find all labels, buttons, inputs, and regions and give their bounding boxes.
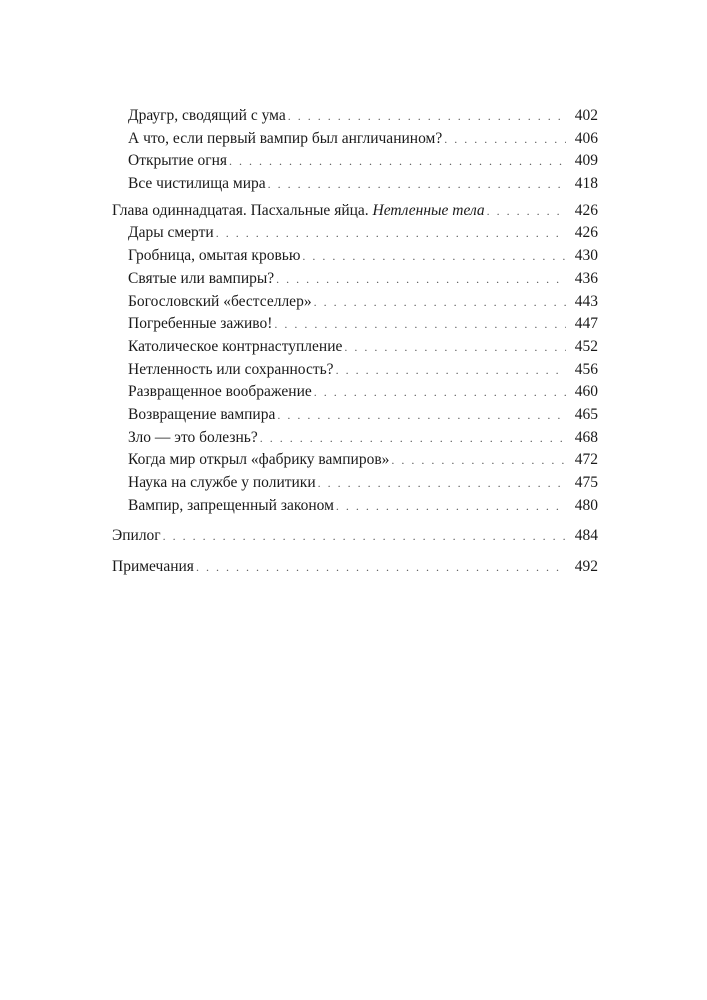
toc-epilogue-entry[interactable] (112, 525, 598, 548)
toc-entry-page: 480 (574, 496, 598, 514)
toc-entry[interactable] (112, 472, 598, 495)
toc-entry-title: Зло — это болезнь? (128, 428, 258, 446)
toc-entry-page: 418 (574, 175, 598, 193)
toc-entry[interactable] (112, 427, 598, 450)
toc-entry-title: Нетленность или сохранность? (128, 360, 334, 378)
chapter-title-italic: Нетленные тела (372, 201, 485, 219)
toc-entry-title: Погребенные заживо! (128, 315, 273, 333)
leader-dots (444, 128, 566, 151)
toc-entry-title: Католическое контрнаступление (128, 337, 343, 355)
table-of-contents (112, 105, 598, 579)
leader-dots (336, 495, 566, 518)
toc-entry-title: Развращенное воображение (128, 383, 312, 401)
toc-entry-title: Богословский «бестселлер» (128, 292, 312, 310)
toc-notes-entry[interactable] (112, 556, 598, 579)
toc-entry[interactable] (112, 105, 598, 128)
toc-entry-title: Открытие огня (128, 152, 228, 170)
leader-dots (260, 427, 566, 450)
leader-dots (344, 336, 566, 359)
toc-entry-page: 443 (574, 292, 598, 310)
leader-dots (302, 245, 566, 268)
toc-entry[interactable] (112, 173, 598, 196)
leader-dots (314, 381, 566, 404)
toc-entry-page: 475 (574, 474, 598, 491)
toc-entry-page: 436 (574, 269, 598, 287)
leader-dots (276, 268, 566, 291)
toc-entry-page: 472 (574, 451, 598, 469)
toc-entry-page: 426 (574, 224, 598, 242)
toc-entry-title: Эпилог (112, 527, 161, 545)
toc-chapter-entry[interactable] (112, 200, 598, 223)
toc-entry-title: Все чистилища мира (128, 175, 266, 193)
toc-entry[interactable] (112, 268, 598, 291)
toc-chapter-title (112, 200, 485, 223)
toc-entry-page: 468 (574, 428, 598, 446)
leader-dots (277, 404, 566, 427)
toc-entry-title: Примечания (112, 558, 194, 576)
toc-entry[interactable] (112, 128, 598, 151)
toc-entry-title: Дары смерти (128, 224, 214, 242)
toc-entry-page: 465 (574, 405, 598, 423)
toc-entry[interactable] (112, 150, 598, 173)
toc-entry-title: Гробница, омытая кровью (128, 247, 301, 265)
toc-entry[interactable] (112, 245, 598, 268)
toc-entry-title: Наука на службе у политики (128, 474, 316, 491)
leader-dots (487, 200, 566, 223)
toc-entry[interactable] (112, 313, 598, 336)
toc-entry-page: 447 (574, 315, 598, 333)
toc-entry[interactable] (112, 359, 598, 382)
toc-entry-page: 492 (574, 558, 598, 576)
toc-entry[interactable] (112, 495, 598, 518)
toc-entry[interactable] (112, 404, 598, 427)
toc-entry-page: 426 (574, 201, 598, 219)
leader-dots (336, 359, 566, 382)
leader-dots (229, 150, 566, 173)
toc-entry-title: Святые или вампиры? (128, 269, 275, 287)
leader-dots (274, 313, 566, 336)
leader-dots (163, 525, 566, 548)
toc-entry-title: Вампир, запрещенный законом (128, 496, 334, 514)
toc-entry[interactable] (112, 291, 598, 314)
chapter-title-regular: Глава одиннадцатая. Пасхальные яйца. (112, 201, 373, 219)
toc-entry-page: 409 (574, 152, 598, 170)
leader-dots (318, 472, 566, 495)
toc-entry-title: Возвращение вампира (128, 405, 276, 423)
toc-entry-page: 430 (574, 247, 598, 265)
toc-entry-title: А что, если первый вампир был англичанином? (128, 129, 443, 147)
toc-entry-title: Драугр, сводящий с ума (128, 107, 286, 124)
leader-dots (196, 556, 566, 579)
leader-dots (216, 222, 566, 245)
leader-dots (288, 105, 566, 128)
toc-entry-page: 406 (574, 129, 598, 147)
leader-dots (268, 173, 566, 196)
toc-entry-page: 402 (574, 107, 598, 124)
toc-entry-page: 460 (574, 383, 598, 401)
leader-dots (391, 449, 566, 472)
toc-entry[interactable] (112, 449, 598, 472)
leader-dots (314, 291, 566, 314)
toc-entry-page: 484 (574, 527, 598, 545)
toc-entry[interactable] (112, 381, 598, 404)
toc-entry[interactable] (112, 222, 598, 245)
toc-entry-page: 456 (574, 360, 598, 378)
toc-entry-title: Когда мир открыл «фабрику вампиров» (128, 451, 390, 469)
toc-entry[interactable] (112, 336, 598, 359)
toc-entry-page: 452 (574, 337, 598, 355)
